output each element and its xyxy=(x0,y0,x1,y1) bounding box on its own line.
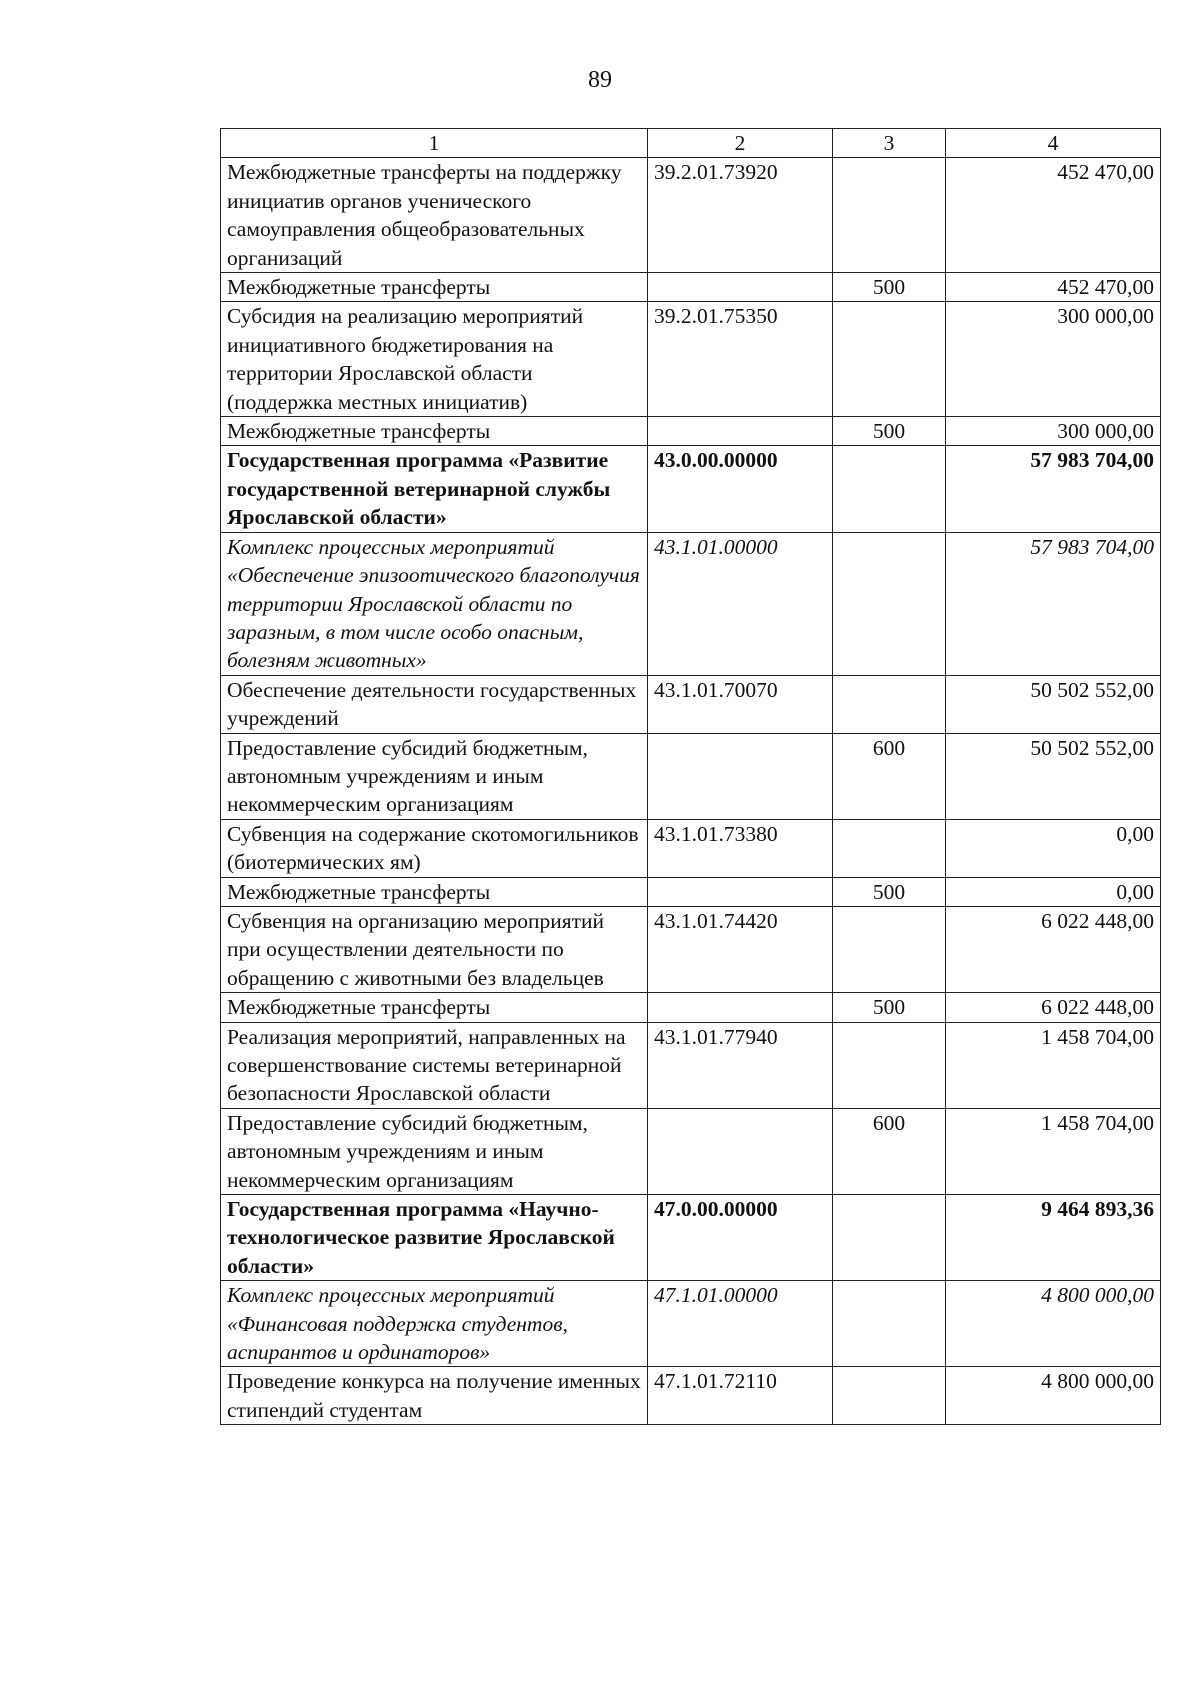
table-row xyxy=(221,675,1161,733)
row-amount-cell: 50 502 552,00 xyxy=(946,733,1161,819)
table-row xyxy=(221,1108,1161,1194)
row-type-cell xyxy=(833,1195,946,1281)
table-row xyxy=(221,877,1161,906)
row-name-cell: Проведение конкурса на получение именных стипендий студентам xyxy=(221,1367,648,1425)
row-name-cell: Комплекс процессных мероприятий «Обеспечение эпизоотического благополучия территории Ярославской области по заразным, в том числе особо опасным, болезням животных» xyxy=(221,532,648,675)
row-name-cell: Предоставление субсидий бюджетным, автономным учреждениям и иным некоммерческим организациям xyxy=(221,1108,648,1194)
table-row xyxy=(221,417,1161,446)
row-type-cell xyxy=(833,532,946,675)
row-code-cell xyxy=(648,417,833,446)
row-code-cell: 39.2.01.73920 xyxy=(648,158,833,273)
row-code-cell xyxy=(648,273,833,302)
row-code-cell: 43.1.01.74420 xyxy=(648,906,833,992)
row-code-cell xyxy=(648,733,833,819)
row-name-cell: Межбюджетные трансферты xyxy=(221,417,648,446)
table-header-row xyxy=(221,129,1161,158)
row-type-cell: 500 xyxy=(833,993,946,1022)
row-type-cell xyxy=(833,1022,946,1108)
row-code-cell: 39.2.01.75350 xyxy=(648,302,833,417)
row-type-cell xyxy=(833,1367,946,1425)
table-row xyxy=(221,532,1161,675)
column-header-1: 1 xyxy=(221,129,648,158)
row-code-cell xyxy=(648,877,833,906)
row-amount-cell: 57 983 704,00 xyxy=(946,532,1161,675)
row-type-cell: 500 xyxy=(833,417,946,446)
row-amount-cell: 452 470,00 xyxy=(946,273,1161,302)
row-name-cell: Реализация мероприятий, направленных на совершенствование системы ветеринарной безопасности Ярославской области xyxy=(221,1022,648,1108)
row-amount-cell: 9 464 893,36 xyxy=(946,1195,1161,1281)
row-name-cell: Комплекс процессных мероприятий «Финансовая поддержка студентов, аспирантов и ординаторов» xyxy=(221,1281,648,1367)
row-amount-cell: 1 458 704,00 xyxy=(946,1108,1161,1194)
row-code-cell xyxy=(648,993,833,1022)
column-header-2: 2 xyxy=(648,129,833,158)
row-type-cell: 600 xyxy=(833,733,946,819)
row-code-cell: 47.1.01.00000 xyxy=(648,1281,833,1367)
row-type-cell xyxy=(833,446,946,532)
row-amount-cell: 4 800 000,00 xyxy=(946,1281,1161,1367)
row-name-cell: Межбюджетные трансферты на поддержку инициатив органов ученического самоуправления общеобразовательных организаций xyxy=(221,158,648,273)
table-row xyxy=(221,446,1161,532)
row-type-cell xyxy=(833,302,946,417)
table-row xyxy=(221,1022,1161,1108)
row-amount-cell: 6 022 448,00 xyxy=(946,993,1161,1022)
row-code-cell: 43.0.00.00000 xyxy=(648,446,833,532)
row-code-cell xyxy=(648,1108,833,1194)
row-amount-cell: 0,00 xyxy=(946,877,1161,906)
row-name-cell: Государственная программа «Развитие государственной ветеринарной службы Ярославской области» xyxy=(221,446,648,532)
row-amount-cell: 6 022 448,00 xyxy=(946,906,1161,992)
row-amount-cell: 0,00 xyxy=(946,819,1161,877)
row-name-cell: Обеспечение деятельности государственных учреждений xyxy=(221,675,648,733)
table-row xyxy=(221,1367,1161,1425)
table-row xyxy=(221,273,1161,302)
row-type-cell xyxy=(833,675,946,733)
table-row xyxy=(221,819,1161,877)
row-amount-cell: 50 502 552,00 xyxy=(946,675,1161,733)
table-row xyxy=(221,733,1161,819)
row-name-cell: Предоставление субсидий бюджетным, автономным учреждениям и иным некоммерческим организациям xyxy=(221,733,648,819)
row-code-cell: 47.0.00.00000 xyxy=(648,1195,833,1281)
column-header-4: 4 xyxy=(946,129,1161,158)
row-type-cell: 600 xyxy=(833,1108,946,1194)
row-name-cell: Субвенция на содержание скотомогильников (биотермических ям) xyxy=(221,819,648,877)
budget-table xyxy=(220,128,1161,1425)
row-type-cell: 500 xyxy=(833,273,946,302)
row-code-cell: 43.1.01.73380 xyxy=(648,819,833,877)
table-row xyxy=(221,1281,1161,1367)
row-code-cell: 43.1.01.77940 xyxy=(648,1022,833,1108)
page-number: 89 xyxy=(588,67,612,93)
row-name-cell: Межбюджетные трансферты xyxy=(221,993,648,1022)
row-amount-cell: 300 000,00 xyxy=(946,302,1161,417)
row-name-cell: Субсидия на реализацию мероприятий инициативного бюджетирования на территории Ярославской области (поддержка местных инициатив) xyxy=(221,302,648,417)
row-amount-cell: 1 458 704,00 xyxy=(946,1022,1161,1108)
row-amount-cell: 452 470,00 xyxy=(946,158,1161,273)
table-row xyxy=(221,158,1161,273)
row-type-cell: 500 xyxy=(833,877,946,906)
column-header-3: 3 xyxy=(833,129,946,158)
row-name-cell: Субвенция на организацию мероприятий при осуществлении деятельности по обращению с животными без владельцев xyxy=(221,906,648,992)
row-type-cell xyxy=(833,906,946,992)
row-name-cell: Межбюджетные трансферты xyxy=(221,877,648,906)
table-body xyxy=(221,158,1161,1425)
row-amount-cell: 300 000,00 xyxy=(946,417,1161,446)
row-code-cell: 47.1.01.72110 xyxy=(648,1367,833,1425)
row-type-cell xyxy=(833,158,946,273)
table-row xyxy=(221,906,1161,992)
row-amount-cell: 57 983 704,00 xyxy=(946,446,1161,532)
row-name-cell: Межбюджетные трансферты xyxy=(221,273,648,302)
row-type-cell xyxy=(833,1281,946,1367)
row-code-cell: 43.1.01.70070 xyxy=(648,675,833,733)
table-row xyxy=(221,1195,1161,1281)
row-type-cell xyxy=(833,819,946,877)
row-code-cell: 43.1.01.00000 xyxy=(648,532,833,675)
table-row xyxy=(221,302,1161,417)
table-row xyxy=(221,993,1161,1022)
row-name-cell: Государственная программа «Научно-технологическое развитие Ярославской области» xyxy=(221,1195,648,1281)
row-amount-cell: 4 800 000,00 xyxy=(946,1367,1161,1425)
